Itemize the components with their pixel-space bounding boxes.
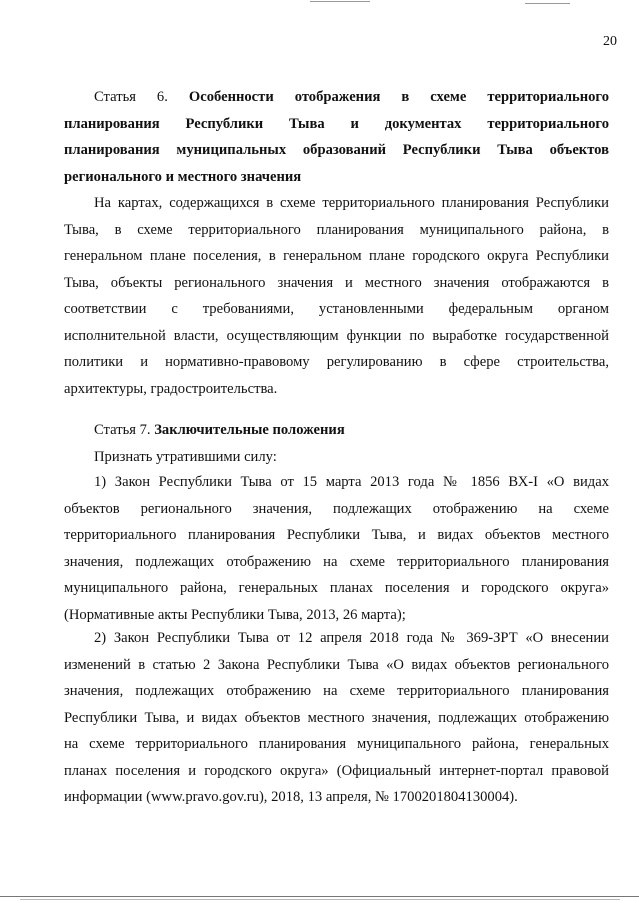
article-6-body-line-3: генеральном плане поселения, в генеральном плане городского округа Республики: [64, 248, 609, 264]
article-7-item-2: [64, 625, 609, 811]
page-number: 20: [603, 34, 617, 49]
item-1-line-4: значения, подлежащих отображению на схеме территориального планирования: [64, 553, 609, 570]
item-2-line-7: информации (www.pravo.gov.ru), 2018, 13 апреля, № 1700201804130004).: [64, 789, 518, 805]
article-6-number: Статья 6.: [94, 89, 168, 105]
article-7-item-1: [64, 469, 609, 628]
scan-edge-top-right: [525, 3, 570, 4]
article-7-number: Статья 7.: [94, 422, 151, 438]
article-6-body-line-2: Тыва, в схеме территориального планирования муниципального района, в: [64, 221, 609, 238]
article-6-heading-line-2: [64, 111, 609, 138]
item-1-line-6: (Нормативные акты Республики Тыва, 2013, 26 марта);: [64, 606, 406, 623]
item-2-line-3: значения, подлежащих отображению на схеме территориального планирования: [64, 683, 609, 699]
scan-edge-bottom-2: [20, 899, 620, 900]
article-6-heading: [64, 84, 609, 190]
article-6-heading-line-1: [64, 84, 609, 111]
article-6-heading-line-3: [64, 137, 609, 164]
article-6-body-line-7: политики и нормативно-правовому регулированию в сфере строительства,: [64, 354, 609, 370]
item-1-line-3: территориального планирования Республики Тыва, и видах объектов местного: [64, 527, 609, 543]
article-6-body-line-6: исполнительной власти, осуществляющим функции по выработке государственной: [64, 327, 609, 344]
article-6-body-line-4: Тыва, объекты регионального значения и местного значения отображаются в: [64, 274, 609, 291]
article-6-body-line-8: архитектуры, градостроительства.: [64, 380, 278, 397]
item-1-line-1: 1) Закон Республики Тыва от 15 марта 2013 года № 1856 ВХ-I «О видах: [94, 474, 609, 490]
article-7-intro: Признать утратившими силу:: [94, 448, 277, 465]
article-6-heading-line-4: [64, 164, 609, 191]
item-2-line-4: Республики Тыва, и видах объектов местного значения, подлежащих отображению: [64, 709, 609, 726]
item-1-line-2: объектов регионального значения, подлежащих отображению на схеме: [64, 500, 609, 517]
article-7-heading: [64, 417, 609, 470]
item-2-line-1: 2) Закон Республики Тыва от 12 апреля 2018 года № 369-ЗРТ «О внесении: [94, 630, 609, 646]
scan-edge-bottom: [0, 896, 639, 897]
scan-edge-top: [310, 1, 370, 2]
article-7-title: Заключительные положения: [154, 422, 345, 438]
item-2-line-6: планах поселения и городского округа» (Официальный интернет-портал правовой: [64, 762, 609, 779]
article-6-title-4: регионального и местного значения: [64, 168, 302, 185]
item-2-line-5: на схеме территориального планирования муниципального района, генеральных: [64, 736, 609, 752]
item-1-line-5: муниципального района, генеральных планах поселения и городского округа»: [64, 580, 609, 596]
article-6-body-line-1: На картах, содержащихся в схеме территориального планирования Республики: [94, 195, 609, 211]
article-6-body-line-5: соответствии с требованиями, установленными федеральным органом: [64, 301, 609, 317]
article-6-body: [64, 190, 609, 402]
article-7-heading-line: [64, 417, 609, 444]
item-2-line-2: изменений в статью 2 Закона Республики Тыва «О видах объектов регионального: [64, 656, 609, 673]
article-6-title-2: планирования Республики Тыва и документах территориального: [64, 115, 609, 132]
article-6-title-3: планирования муниципальных образований Республики Тыва объектов: [64, 142, 609, 158]
article-6-title-1: Особенности отображения в схеме территориального: [188, 89, 609, 105]
